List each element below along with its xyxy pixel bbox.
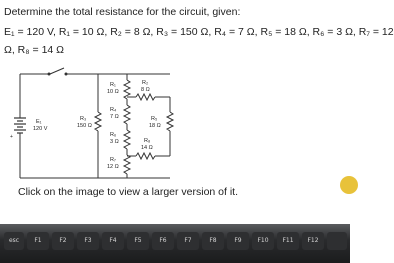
key-f3: F3: [77, 232, 99, 250]
given-values-line-2: Ω, R₈ = 14 Ω: [4, 44, 65, 56]
key-f9: F9: [227, 232, 249, 250]
key-power: [327, 232, 347, 250]
side-panel-tab[interactable]: [340, 176, 358, 194]
resistor-r3: [95, 112, 101, 131]
given-values-line-1: E₁ = 120 V, R₁ = 10 Ω, R₂ = 8 Ω, R₃ = 150 Ω, R₄ = 7 Ω, R₅ = 18 Ω, R₆ = 3 Ω, R₇ = 12: [4, 26, 394, 38]
circuit-diagram-image[interactable]: [0, 60, 250, 185]
r2-value: 8 Ω: [141, 87, 150, 93]
r1-name: R₁: [110, 82, 116, 88]
key-f4: F4: [102, 232, 124, 250]
r2-name: R₂: [142, 80, 149, 86]
resistor-r4: [124, 105, 130, 124]
question-prompt: Determine the total resistance for the circuit, given:: [4, 6, 241, 18]
key-f6: F6: [152, 232, 174, 250]
resistor-r6: [124, 130, 130, 149]
key-f12: F12: [302, 232, 324, 250]
key-f10: F10: [252, 232, 274, 250]
battery-symbol: [14, 118, 26, 133]
resistor-r7: [124, 155, 130, 174]
r8-name: R₈: [144, 138, 151, 144]
laptop-keyboard: [0, 224, 350, 263]
r7-name: R₇: [110, 157, 116, 163]
key-f11: F11: [277, 232, 299, 250]
r5-name: R₅: [151, 116, 158, 122]
r4-name: R₄: [110, 107, 117, 113]
key-f5: F5: [127, 232, 149, 250]
resistor-r2: [136, 94, 155, 100]
r4-value: 7 Ω: [110, 114, 119, 120]
enlarge-image-hint: Click on the image to view a larger version of it.: [18, 186, 239, 198]
r3-name: R₃: [80, 116, 87, 122]
resistor-r8: [136, 153, 155, 159]
r7-value: 12 Ω: [107, 164, 119, 170]
source-name: E₁: [36, 119, 42, 125]
switch: [50, 68, 64, 74]
source-value: 120 V: [33, 126, 48, 132]
key-f1: F1: [27, 232, 49, 250]
r6-value: 3 Ω: [110, 139, 119, 145]
key-f7: F7: [177, 232, 199, 250]
r6-name: R₆: [110, 132, 117, 138]
r1-value: 10 Ω: [107, 89, 119, 95]
r8-value: 14 Ω: [141, 145, 153, 151]
resistor-r1: [124, 80, 130, 99]
key-f8: F8: [202, 232, 224, 250]
r5-value: 18 Ω: [149, 123, 161, 129]
key-esc: esc: [4, 232, 24, 250]
r3-value: 150 Ω: [77, 123, 92, 129]
key-f2: F2: [52, 232, 74, 250]
svg-text:+: +: [10, 134, 13, 140]
resistor-r5: [167, 112, 173, 131]
